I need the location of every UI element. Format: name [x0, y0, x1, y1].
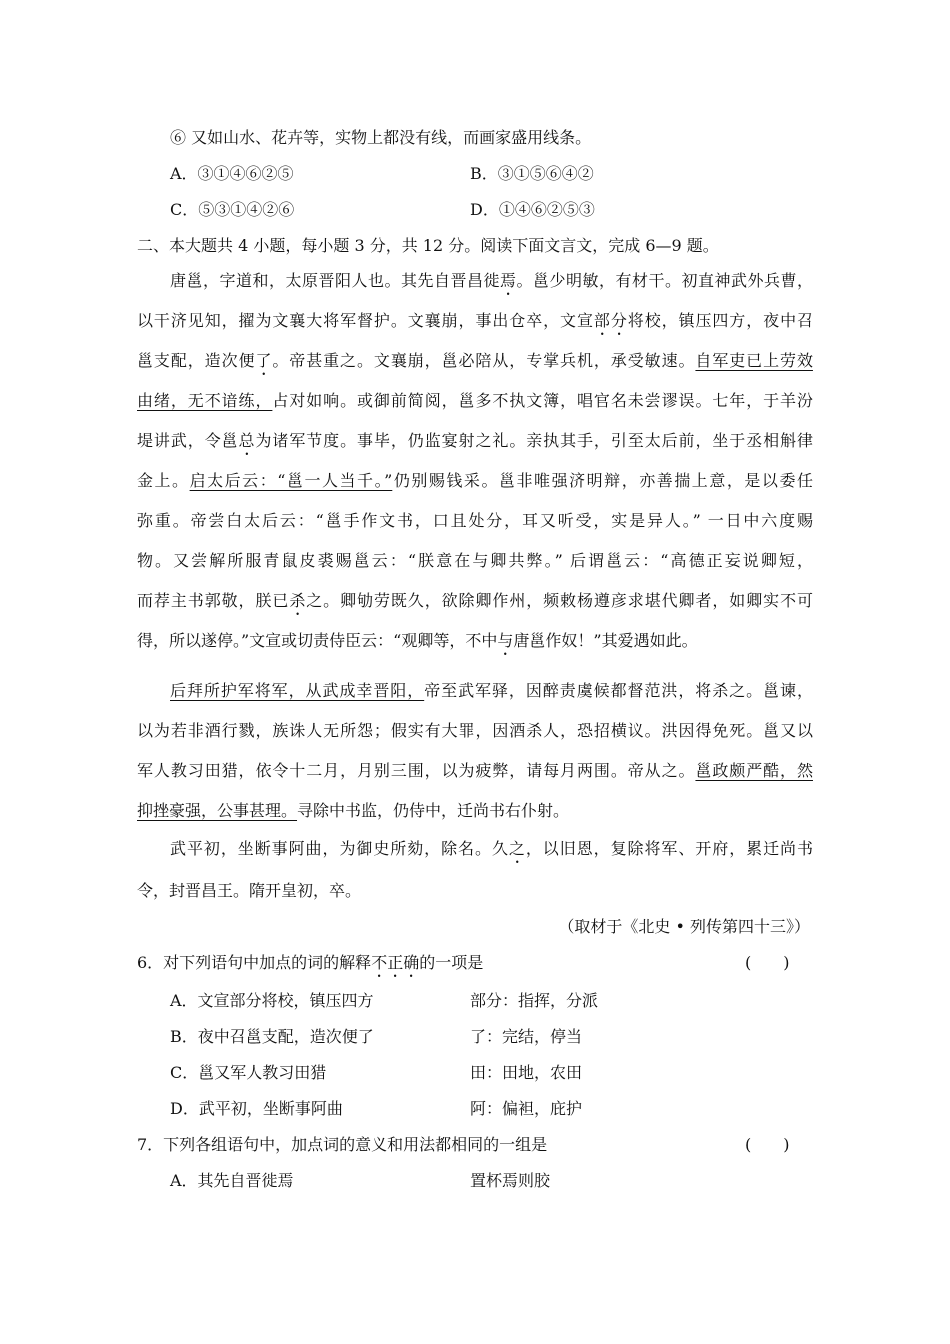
- passage-line: 以干济见知，擢为文襄大将军督护。文襄崩，事出仓卒，文宣部分将校，镇压四方，夜中召: [137, 311, 813, 330]
- q5-option-c[interactable]: C．⑤③①④②⑥: [170, 200, 295, 219]
- q5-option-b[interactable]: B．③①⑤⑥④②: [470, 164, 594, 183]
- passage-line: 抑挫豪强，公事甚理。寻除中书监，仍侍中，迁尚书右仆射。: [137, 801, 570, 820]
- underlined-sentence: 由绪，无不谙练，: [137, 391, 273, 410]
- passage-line: 唐邕，字道和，太原晋阳人也。其先自晋昌徙焉。邕少明敏，有材干。初直神武外兵曹，: [170, 271, 813, 290]
- answer-blank[interactable]: ( ): [745, 1135, 790, 1154]
- passage-line: 物。又尝解所服青鼠皮裘赐邕云：“朕意在与卿共弊。” 后谓邕云：“高德正妄说卿短，: [137, 551, 813, 570]
- passage-line: 令，封晋昌王。隋开皇初，卒。: [137, 881, 362, 900]
- passage-line: 弥重。帝尝白太后云：“邕手作文书，口且处分，耳又听受，实是异人。” 一日中六度赐: [137, 511, 813, 530]
- passage-line: 以为若非酒行戮，族诛人无所怨；假实有大罪，因酒杀人，恐招横议。洪因得免死。邕又以: [137, 721, 813, 740]
- passage-line: 后拜所护军将军，从武成幸晋阳，帝至武军驿，因醉责虞候都督范洪，将杀之。邕谏，: [170, 681, 813, 700]
- dotted-word: 不正确: [371, 953, 420, 972]
- q6-option-b[interactable]: B．夜中召邕支配，造次便了: [170, 1027, 374, 1046]
- dotted-word: 杀: [289, 591, 307, 610]
- underlined-sentence: 抑挫豪强，公事甚理。: [137, 801, 298, 820]
- dotted-word: 焉: [499, 271, 517, 290]
- q6-option-c-gloss: 田：田地，农田: [470, 1063, 583, 1082]
- question-stem: 6．对下列语句中加点的词的解释不正确的一项是: [137, 953, 484, 972]
- underlined-sentence: 自军吏已上劳效: [695, 351, 813, 370]
- passage-line: 由绪，无不谙练，占对如响。或御前简阅，邕多不执文簿，唱官名未尝谬误。七年，于羊汾: [137, 391, 813, 410]
- q6-option-d-gloss: 阿：偏袒，庇护: [470, 1099, 583, 1118]
- passage-line: 军人教习田猎，依令十二月，月别三围，以为疲弊，请每月两围。帝从之。邕政颇严酷，然: [137, 761, 813, 780]
- passage-line: 得，所以遂停。”文宣或切责侍臣云：“观卿等，不中与唐邕作奴！”其爱遇如此。: [137, 631, 698, 650]
- q7-option-a[interactable]: A．其先自晋徙焉: [170, 1171, 294, 1190]
- q5-sentence-6: ⑥ 又如山水、花卉等，实物上都没有线，而画家盛用线条。: [170, 128, 592, 147]
- q7-option-a-right: 置杯焉则胶: [470, 1171, 551, 1190]
- section-2-heading: 二、本大题共 4 小题，每小题 3 分，共 12 分。阅读下面文言文，完成 6—9 题。: [137, 236, 719, 255]
- q6-option-a-gloss: 部分：指挥，分派: [470, 991, 599, 1010]
- dotted-word: 与: [497, 631, 514, 650]
- passage-line: 邕支配，造次便了。帝甚重之。文襄崩，邕必陪从，专掌兵机，承受敏速。自军吏已上劳效: [137, 351, 813, 370]
- passage-source: （取材于《北史 • 列传第四十三》）: [558, 917, 810, 936]
- q6-option-d[interactable]: D．武平初，坐断事阿曲: [170, 1099, 343, 1118]
- underlined-sentence: 启太后云：“邕一人当千。”: [189, 471, 393, 490]
- q6-option-c[interactable]: C．邕又军人教习田猎: [170, 1063, 327, 1082]
- passage-line: 金上。启太后云：“邕一人当千。”仍别赐钱采。邕非唯强济明辩，亦善揣上意，是以委任: [137, 471, 813, 490]
- passage-line: 而荐主书郭敬，朕已杀之。卿劬劳既久，欲除卿作州，频敕杨遵彦求堪代卿者，如卿实不可: [137, 591, 813, 610]
- dotted-word: 了: [255, 351, 273, 370]
- underlined-sentence: 邕政颇严酷，然: [695, 761, 813, 780]
- passage-line: 堤讲武，令邕总为诸军节度。事毕，仍监宴射之礼。亲执其手，引至太后前，坐于丞相斛律: [137, 431, 813, 450]
- q6-option-a[interactable]: A．文宣部分将校，镇压四方: [170, 991, 374, 1010]
- passage-line: 武平初，坐断事阿曲，为御史所劾，除名。久之，以旧恩，复除将军、开府，累迁尚书: [170, 839, 813, 858]
- dotted-word: 总: [238, 431, 256, 450]
- dotted-word: 之: [508, 839, 526, 858]
- underlined-sentence: 后拜所护军将军，从武成幸晋阳，: [170, 681, 425, 700]
- q6-option-b-gloss: 了：完结，停当: [470, 1027, 583, 1046]
- dotted-word: 部分: [593, 311, 628, 330]
- answer-blank[interactable]: ( ): [745, 953, 790, 972]
- question-stem: 7．下列各组语句中，加点词的意义和用法都相同的一组是: [137, 1135, 548, 1154]
- q5-option-a[interactable]: A．③①④⑥②⑤: [170, 164, 294, 183]
- q5-option-d[interactable]: D．①④⑥②⑤③: [470, 200, 595, 219]
